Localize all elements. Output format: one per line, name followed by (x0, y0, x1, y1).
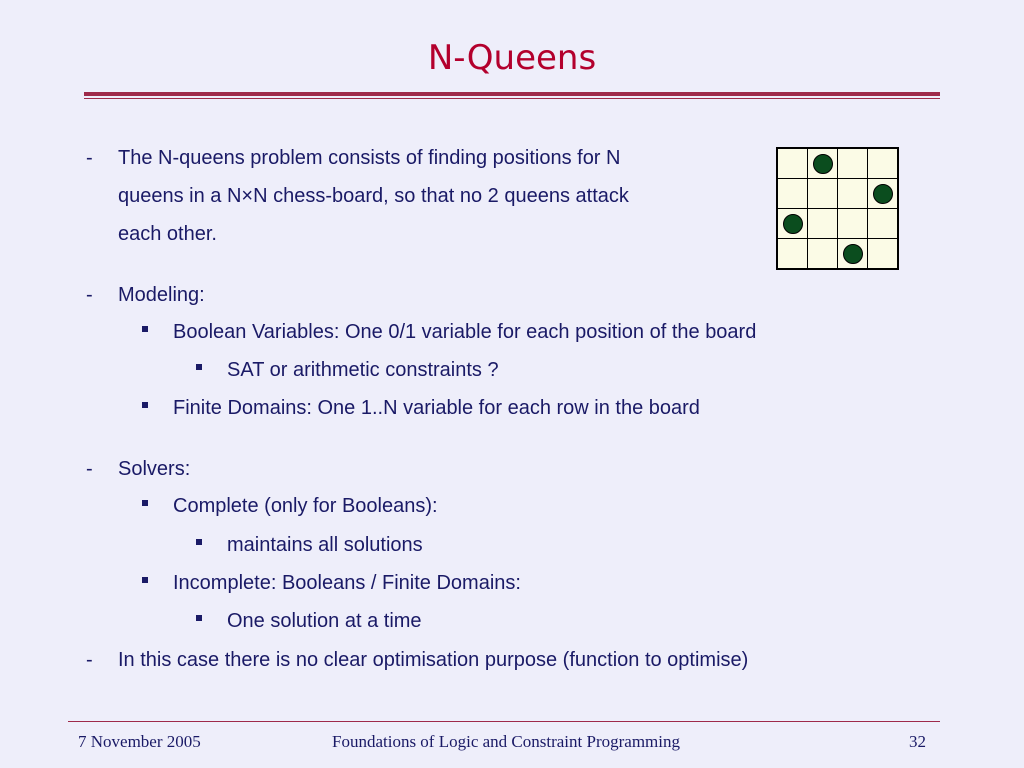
footer-divider (68, 721, 940, 722)
sat-constraints-item: SAT or arithmetic constraints ? (227, 359, 499, 381)
footer-page-number: 32 (909, 732, 926, 751)
footer-course-title: Foundations of Logic and Constraint Programming (332, 732, 680, 751)
board-cell (808, 239, 838, 269)
board-cell (868, 209, 898, 239)
board-cell (808, 179, 838, 209)
dash-bullet: - (86, 284, 93, 306)
dash-bullet: - (86, 458, 93, 480)
board-cell (808, 209, 838, 239)
boolean-variables-item: Boolean Variables: One 0/1 variable for each position of the board (173, 321, 757, 343)
intro-text-line3: each other. (118, 223, 217, 245)
board-cell (778, 149, 808, 179)
board-cell (868, 149, 898, 179)
intro-text-line2: queens in a N×N chess-board, so that no 2 queens attack (118, 185, 629, 207)
maintains-solutions-item: maintains all solutions (227, 534, 423, 556)
finite-domains-item: Finite Domains: One 1..N variable for each row in the board (173, 397, 700, 419)
footer-date: 7 November 2005 (78, 732, 201, 751)
board-cell (868, 239, 898, 269)
square-bullet-icon (196, 364, 202, 370)
dash-bullet: - (86, 147, 93, 169)
square-bullet-icon (142, 326, 148, 332)
complete-solver-item: Complete (only for Booleans): (173, 495, 438, 517)
solvers-heading: Solvers: (118, 458, 191, 480)
square-bullet-icon (142, 577, 148, 583)
square-bullet-icon (142, 402, 148, 408)
modeling-heading: Modeling: (118, 284, 205, 306)
one-solution-item: One solution at a time (227, 610, 422, 632)
intro-text-line1: The N-queens problem consists of finding positions for N (118, 147, 621, 169)
board-cell (778, 179, 808, 209)
no-optimisation-item: In this case there is no clear optimisation purpose (function to optimise) (118, 649, 749, 671)
board-cell (838, 179, 868, 209)
square-bullet-icon (196, 615, 202, 621)
queen-icon (843, 244, 863, 264)
board-cell (838, 209, 868, 239)
board-cell (838, 149, 868, 179)
queen-icon (783, 214, 803, 234)
queen-icon (813, 154, 833, 174)
square-bullet-icon (196, 539, 202, 545)
dash-bullet: - (86, 649, 93, 671)
incomplete-solver-item: Incomplete: Booleans / Finite Domains: (173, 572, 521, 594)
queen-icon (873, 184, 893, 204)
slide-title: N-Queens (427, 38, 597, 78)
board-cell (778, 239, 808, 269)
chessboard-4x4 (776, 147, 899, 270)
square-bullet-icon (142, 500, 148, 506)
